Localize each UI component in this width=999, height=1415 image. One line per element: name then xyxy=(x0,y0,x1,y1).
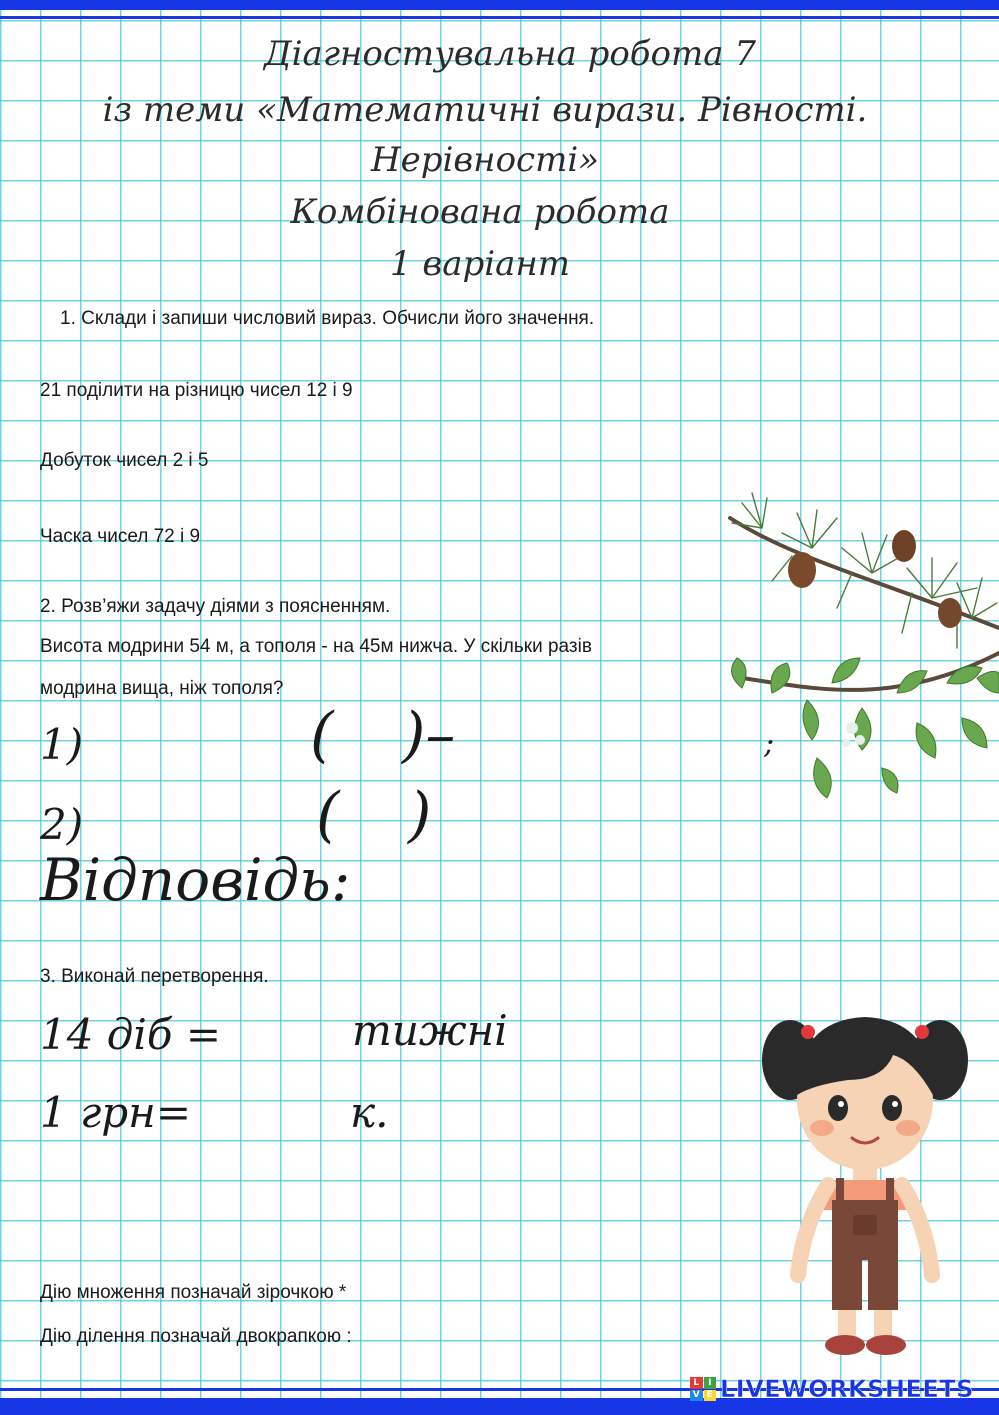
step2-label: 2) xyxy=(40,800,84,849)
conversion-row-1-right: тижні xyxy=(352,1006,508,1055)
task1-heading: 1. Склади і запиши числовий вираз. Обчисли його значення. xyxy=(60,308,595,329)
top-border-line xyxy=(0,16,999,19)
step1-label: 1) xyxy=(40,720,84,769)
title-line-2: із теми «Математичні вирази. Рівності. xyxy=(102,90,868,130)
cone-3 xyxy=(938,598,962,628)
logo-letter-e: E xyxy=(704,1390,717,1402)
cone-2 xyxy=(892,530,916,562)
top-border-band xyxy=(0,0,999,10)
task2-text-line-2: модрина вища, ніж тополя? xyxy=(40,678,284,699)
title-line-3: Нерівності» xyxy=(370,140,600,180)
task2-heading: 2. Розв’яжи задачу діями з поясненням. xyxy=(40,596,391,617)
step1-semicolon: ; xyxy=(764,726,775,761)
cone-1 xyxy=(788,552,816,588)
conversion-row-2-left: 1 грн= xyxy=(40,1088,192,1137)
answer-label: Відповідь: xyxy=(40,846,351,914)
task3-heading: 3. Виконай перетворення. xyxy=(40,966,269,987)
liveworksheets-brand[interactable] xyxy=(690,1374,974,1404)
larch-branch-image xyxy=(722,478,999,818)
step2-close-paren: ) xyxy=(408,780,432,850)
liveworksheets-wordmark: LIVEWORKSHEETS xyxy=(720,1375,974,1403)
task1-item-1: 21 поділити на різницю чисел 12 і 9 xyxy=(40,380,353,401)
girl-image xyxy=(750,1000,980,1370)
note-divide: Дію ділення позначай двокрапкою : xyxy=(40,1326,352,1347)
title-line-4: Комбінована робота xyxy=(290,192,670,232)
step2-open-paren: ( xyxy=(316,780,340,850)
note-multiply: Дію множення позначай зірочкою * xyxy=(40,1282,347,1303)
task2-text-line-1: Висота модрини 54 м, а тополя - на 45м нижча. У скільки разів xyxy=(40,636,592,657)
title-line-1: Діагностувальна робота 7 xyxy=(264,34,756,74)
step1-open-paren: ( xyxy=(310,700,334,770)
logo-letter-v: V xyxy=(690,1390,703,1402)
conversion-row-2-right: к. xyxy=(350,1088,389,1137)
task1-item-2: Добуток чисел 2 і 5 xyxy=(40,450,209,471)
conversion-row-1-left: 14 діб = xyxy=(40,1010,222,1059)
logo-letter-i: I xyxy=(704,1377,717,1389)
step1-close-paren: )– xyxy=(402,700,456,770)
liveworksheets-logo-icon xyxy=(690,1377,716,1401)
task1-item-3: Часка чисел 72 і 9 xyxy=(40,526,201,547)
logo-letter-l: L xyxy=(690,1377,703,1389)
title-line-5: 1 варіант xyxy=(389,244,571,284)
